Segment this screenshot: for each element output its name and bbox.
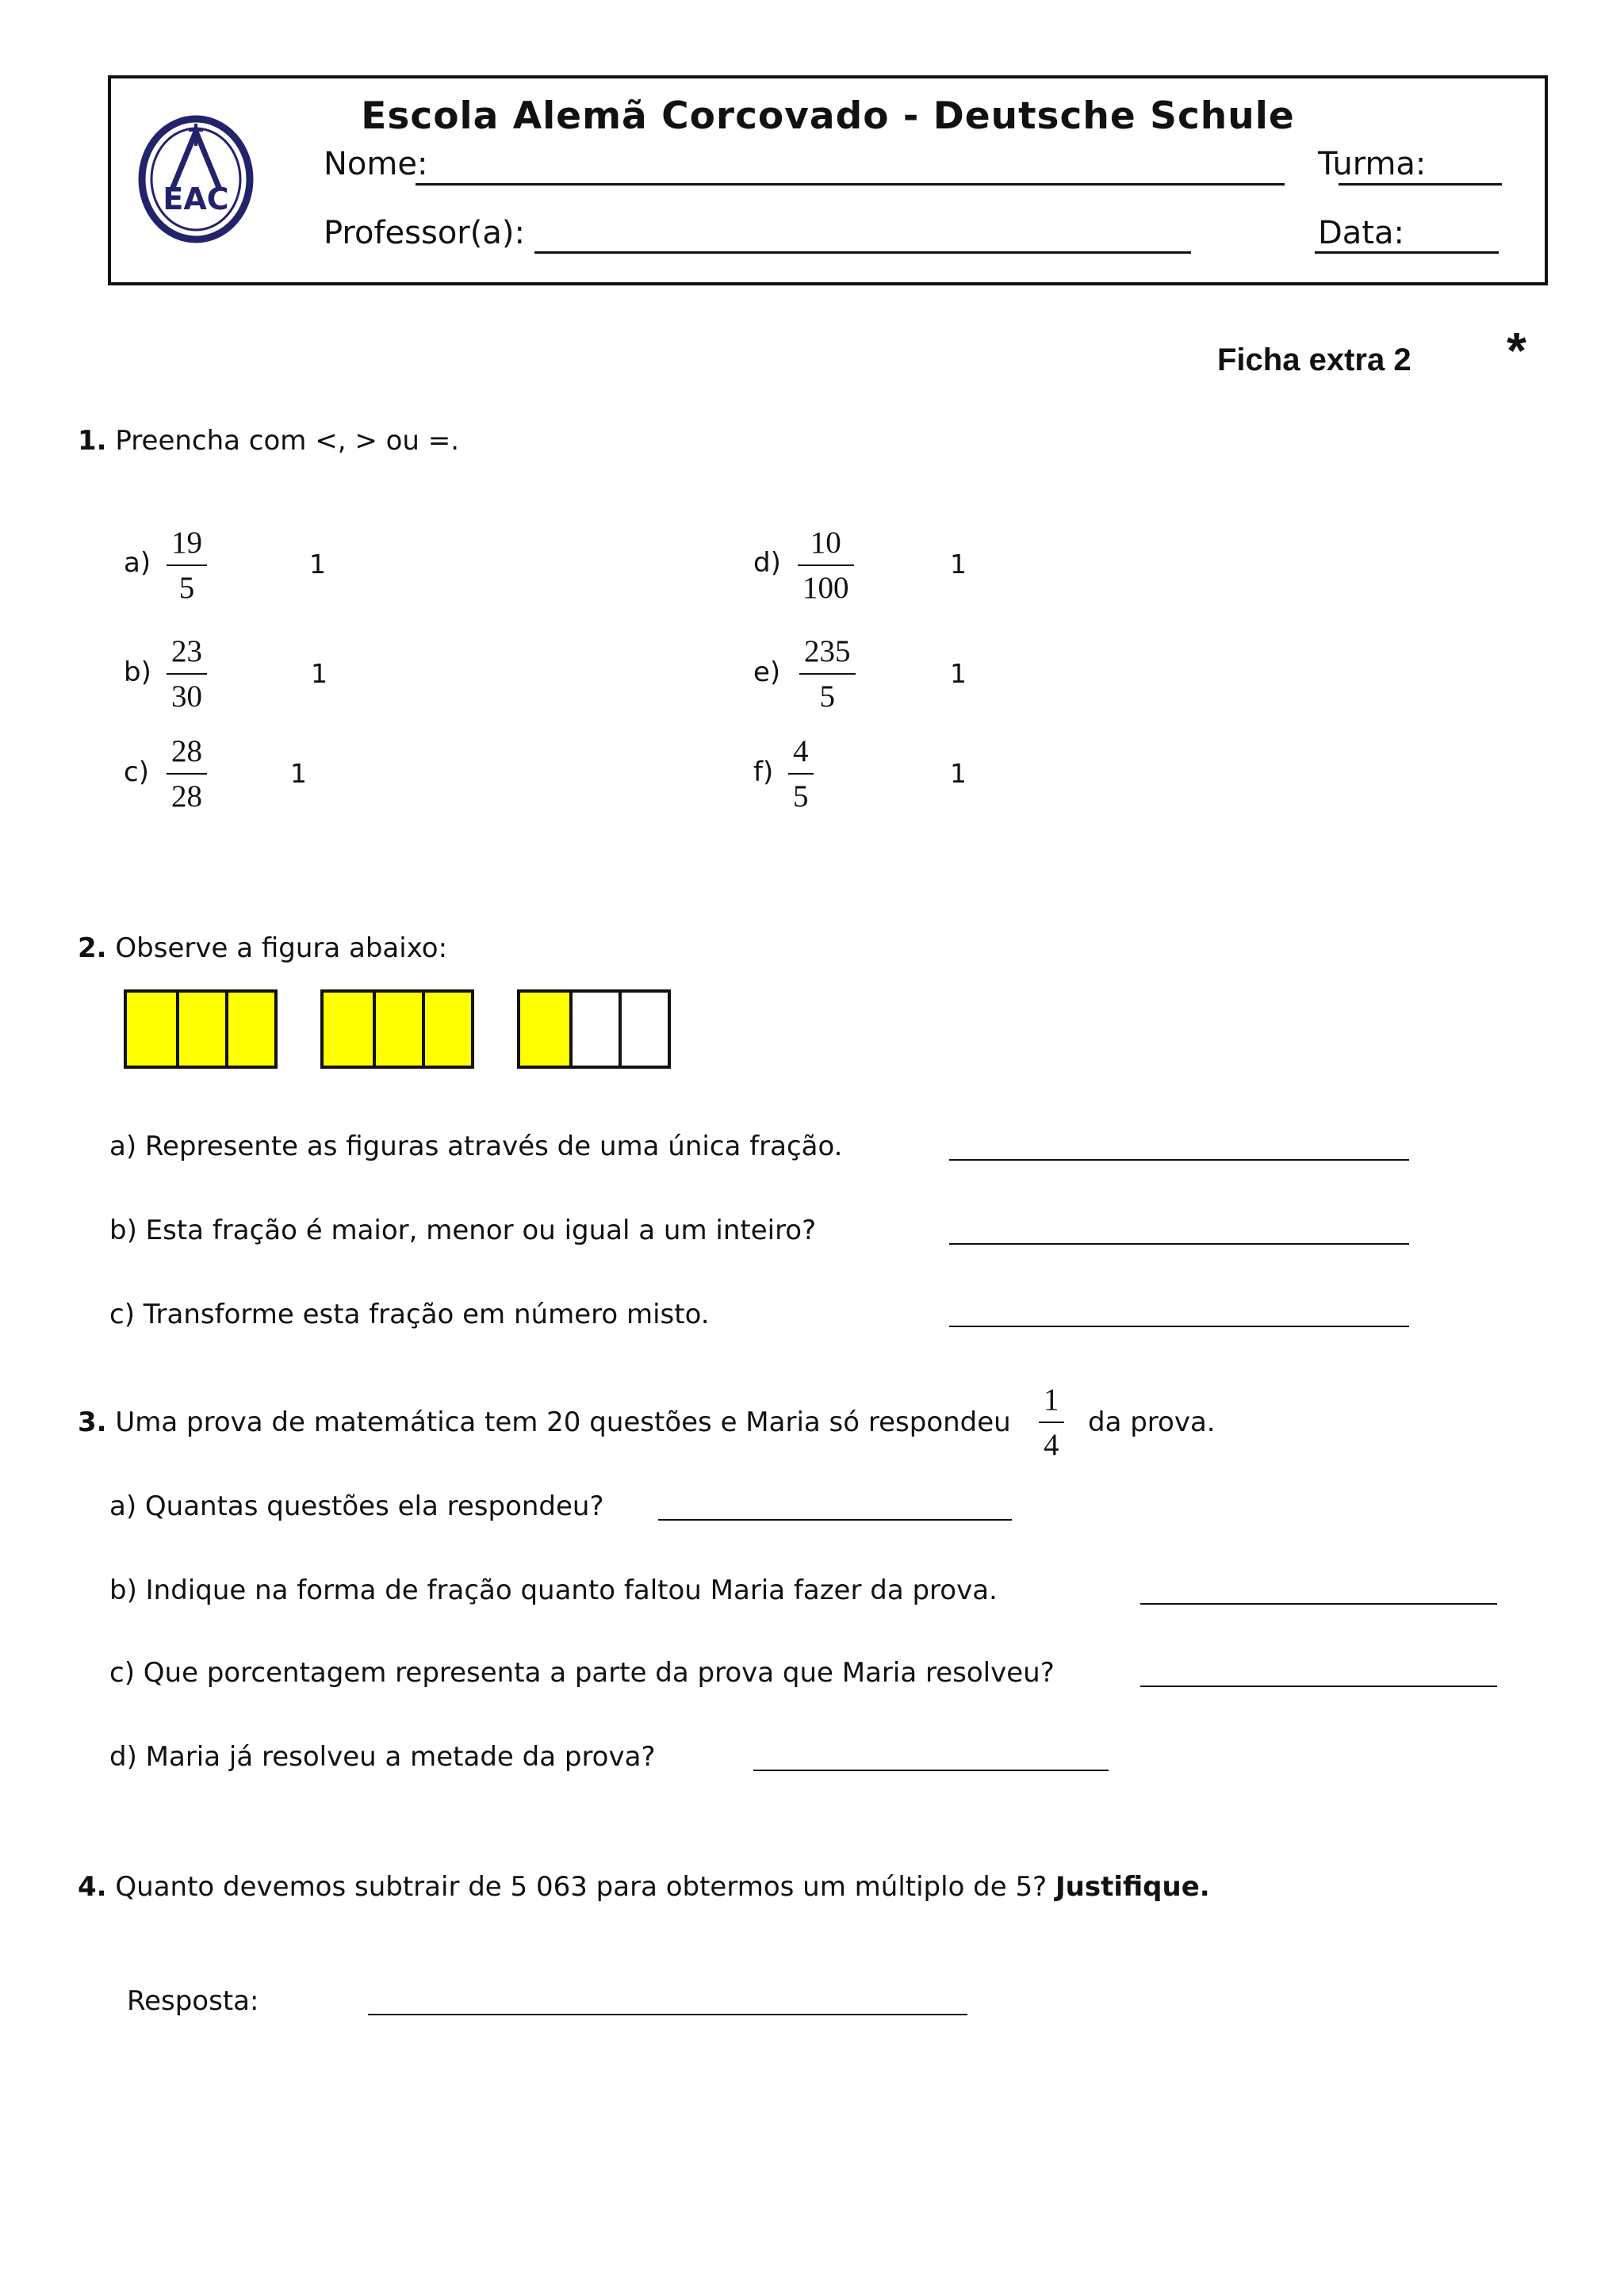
q4-heading — [78, 1871, 1210, 1903]
numerator: 4 — [793, 734, 809, 768]
q3-fraction — [1039, 1384, 1064, 1460]
q3-item-c: c) Que porcentagem representa a parte da prova que Maria resolveu? — [109, 1657, 1055, 1689]
q1-item-fraction — [167, 527, 207, 603]
q3-item-a: a) Quantas questões ela respondeu? — [109, 1490, 604, 1522]
denominator: 5 — [178, 571, 195, 605]
figure-part — [520, 993, 569, 1066]
figure-part — [127, 993, 176, 1066]
q1-item-fraction — [167, 636, 207, 712]
q1-item-compare: 1 — [290, 758, 307, 789]
q1-item-letter: d) — [753, 547, 781, 579]
numerator: 19 — [171, 526, 202, 560]
q1-item-fraction — [167, 736, 207, 812]
professor-label: Professor(a): — [324, 215, 525, 251]
q1-item-compare: 1 — [311, 658, 327, 689]
numerator: 235 — [804, 634, 851, 668]
q3-answer-d[interactable] — [753, 1770, 1109, 1771]
figure-part — [619, 993, 668, 1066]
q3-answer-c[interactable] — [1140, 1686, 1497, 1687]
nome-field[interactable] — [416, 183, 1285, 186]
figure-part — [324, 993, 373, 1066]
q3-text-after: da prova. — [1088, 1406, 1216, 1438]
school-title: Escola Alemã Corcovado - Deutsche Schule — [361, 94, 1295, 138]
q3-item-b: b) Indique na forma de fração quanto faltou Maria fazer da prova. — [109, 1575, 998, 1606]
denominator: 5 — [793, 779, 809, 813]
q2-answer-b[interactable] — [949, 1243, 1409, 1245]
figure-part — [176, 993, 225, 1066]
denominator: 5 — [819, 679, 835, 714]
q1-number: 1. — [78, 425, 107, 457]
denominator: 100 — [802, 571, 849, 605]
header-box — [108, 75, 1548, 285]
denominator: 4 — [1044, 1428, 1059, 1462]
q2-figure — [320, 989, 474, 1069]
q4-answer-label: Resposta: — [127, 1985, 259, 2017]
figure-part — [373, 993, 422, 1066]
q4-justifique: Justifique. — [1055, 1871, 1210, 1903]
q1-item-letter: f) — [753, 756, 774, 788]
numerator: 10 — [810, 526, 841, 560]
svg-text:EAC: EAC — [163, 182, 229, 216]
q2-number: 2. — [78, 932, 107, 964]
figure-part — [225, 993, 274, 1066]
turma-field[interactable] — [1339, 183, 1502, 186]
q3-text: Uma prova de matemática tem 20 questões e Maria só respondeu — [115, 1406, 1011, 1438]
denominator: 30 — [171, 679, 202, 714]
q1-item-fraction — [798, 527, 854, 603]
data-label: Data: — [1318, 215, 1404, 251]
numerator: 23 — [171, 634, 202, 668]
q2-figure — [517, 989, 671, 1069]
q2-heading — [78, 932, 447, 964]
q1-heading — [78, 425, 459, 457]
q2-figure — [124, 989, 278, 1069]
q2-answer-c[interactable] — [949, 1326, 1409, 1327]
ficha-title: Ficha extra 2 — [1217, 342, 1411, 377]
q1-item-fraction — [799, 636, 856, 712]
q1-item-compare: 1 — [950, 758, 967, 789]
turma-label: Turma: — [1318, 146, 1427, 182]
q1-item-letter: b) — [124, 656, 151, 688]
professor-field[interactable] — [534, 251, 1191, 254]
q3-answer-a[interactable] — [658, 1519, 1012, 1521]
figure-part — [422, 993, 471, 1066]
numerator: 1 — [1044, 1383, 1059, 1417]
q2-item-b: b) Esta fração é maior, menor ou igual a um inteiro? — [109, 1215, 817, 1246]
q2-text: Observe a figura abaixo: — [115, 932, 448, 964]
nome-label: Nome: — [324, 146, 428, 182]
q3-item-d: d) Maria já resolveu a metade da prova? — [109, 1741, 656, 1773]
q1-item-letter: e) — [753, 656, 781, 688]
q2-item-c: c) Transforme esta fração em número misto. — [109, 1299, 710, 1330]
data-field[interactable] — [1315, 251, 1499, 254]
asterisk-mark: * — [1507, 322, 1526, 379]
numerator: 28 — [171, 734, 202, 768]
q1-item-compare: 1 — [950, 549, 967, 580]
q2-item-a: a) Represente as figuras através de uma única fração. — [109, 1131, 843, 1162]
q4-number: 4. — [78, 1871, 107, 1903]
q3-number: 3. — [78, 1406, 107, 1438]
q1-item-fraction — [788, 736, 814, 812]
q4-answer-field[interactable] — [368, 2014, 967, 2015]
q3-answer-b[interactable] — [1140, 1603, 1497, 1605]
q4-text: Quanto devemos subtrair de 5 063 para obtermos um múltiplo de 5? — [115, 1871, 1048, 1903]
figure-part — [569, 993, 619, 1066]
q3-heading — [78, 1406, 1011, 1438]
q1-item-letter: a) — [124, 547, 151, 579]
q1-item-compare: 1 — [309, 549, 326, 580]
q1-item-letter: c) — [124, 756, 149, 788]
q1-text: Preencha com <, > ou =. — [115, 425, 460, 457]
denominator: 28 — [171, 779, 202, 813]
q1-item-compare: 1 — [950, 658, 967, 689]
q2-answer-a[interactable] — [949, 1159, 1409, 1161]
